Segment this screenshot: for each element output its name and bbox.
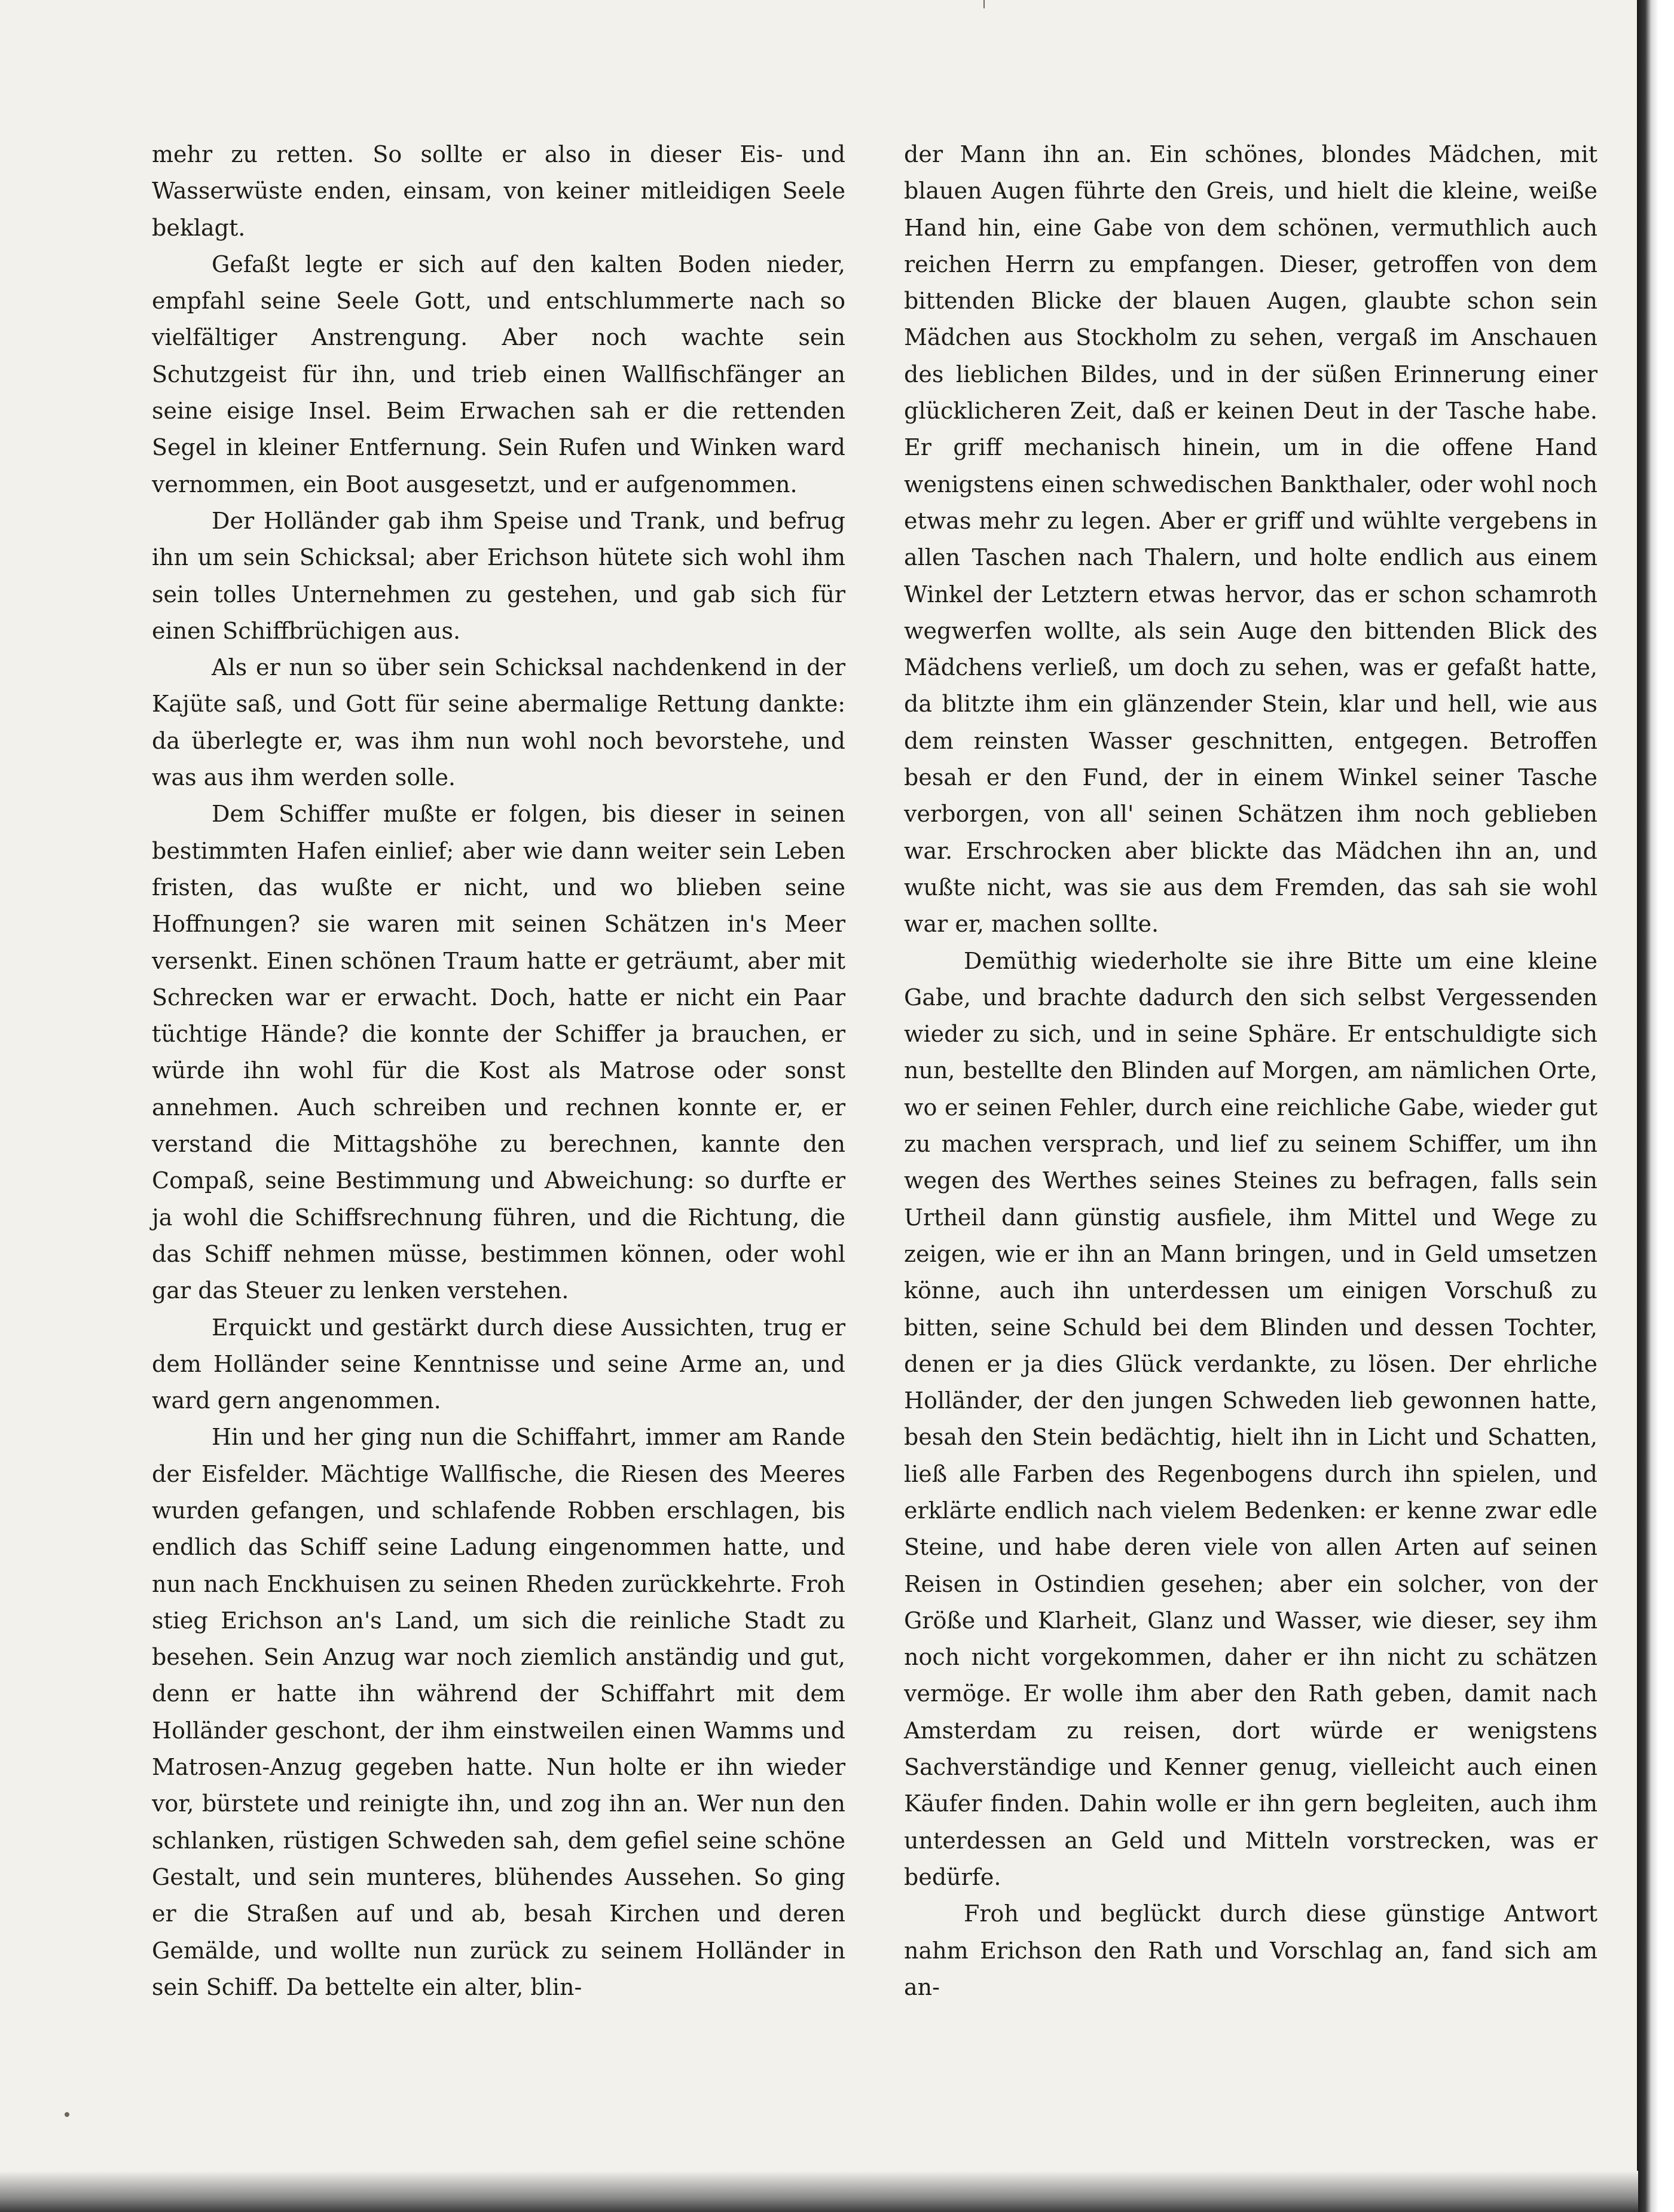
page-edge-shadow bbox=[1637, 0, 1674, 2212]
paragraph: Froh und beglückt durch diese günstige Antwort nahm Erichson den Rath und Vorschlag an, fand sich am an- bbox=[904, 1900, 1597, 2000]
left-text-column bbox=[152, 136, 845, 2006]
paragraph: Der Holländer gab ihm Speise und Trank, und befrug ihn um sein Schicksal; aber Erichson hütete sich wohl ihm sein tolles Unternehmen zu gestehen, und gab sich für einen Schiffbrüchigen aus. bbox=[152, 507, 845, 644]
page-bottom-shadow bbox=[0, 2171, 1638, 2212]
paragraph: Erquickt und gestärkt durch diese Aussichten, trug er dem Holländer seine Kenntnisse und seine Arme an, und ward gern angenommen. bbox=[152, 1314, 845, 1414]
paragraph: mehr zu retten. So sollte er also in dieser Eis- und Wasserwüste enden, einsam, von keiner mitleidigen Seele beklagt. bbox=[152, 141, 845, 241]
right-text-column bbox=[904, 136, 1597, 2006]
paragraph: Hin und her ging nun die Schiffahrt, immer am Rande der Eisfelder. Mächtige Wallfische, die Riesen des Meeres wurden gefangen, und schlafende Robben erschlagen, bis endlich das Schiff seine Ladung eingenommen hatte, und nun nach Enckhuisen zu seinen Rheden zurückkehrte. Froh stieg Erichson an's Land, um sich die reinliche Stadt zu besehen. Sein Anzug war noch ziemlich anständig und gut, denn er hatte ihn während der Schiffahrt mit dem Holländer geschont, der ihm einstweilen einen Wamms und Matrosen-Anzug gegeben hatte. Nun holte er ihn wieder vor, bürstete und reinigte ihn, und zog ihn an. Wer nun den schlanken, rüstigen Schweden sah, dem gefiel seine schöne Gestalt, und sein munteres, blühendes Aussehen. So ging er die Straßen auf und ab, besah Kirchen und deren Gemälde, und wollte nun zurück zu seinem Holländer in sein Schiff. Da bettelte ein alter, blin- bbox=[152, 1424, 845, 2000]
scan-mark bbox=[983, 0, 985, 8]
paragraph: Dem Schiffer mußte er folgen, bis dieser in seinen bestimmten Hafen einlief; aber wie dann weiter sein Leben fristen, das wußte er nicht, und wo blieben seine Hoffnungen? sie waren mit seinen Schätzen in's Meer versenkt. Einen schönen Traum hatte er geträumt, aber mit Schrecken war er erwacht. Doch, hatte er nicht ein Paar tüchtige Hände? die konnte der Schiffer ja brauchen, er würde ihn wohl für die Kost als Matrose oder sonst annehmen. Auch schreiben und rechnen konnte er, er verstand die Mittagshöhe zu berechnen, kannte den Compaß, seine Bestimmung und Abweichung: so durfte er ja wohl die Schiffsrechnung führen, und die Richtung, die das Schiff nehmen müsse, bestimmen können, oder wohl gar das Steuer zu lenken verstehen. bbox=[152, 801, 845, 1304]
paragraph: Gefaßt legte er sich auf den kalten Boden nieder, empfahl seine Seele Gott, und entschlummerte nach so vielfältiger Anstrengung. Aber noch wachte sein Schutzgeist für ihn, und trieb einen Wallfischfänger an seine eisige Insel. Beim Erwachen sah er die rettenden Segel in kleiner Entfernung. Sein Rufen und Winken ward vernommen, ein Boot ausgesetzt, und er aufgenommen. bbox=[152, 251, 845, 498]
paragraph: Demüthig wiederholte sie ihre Bitte um eine kleine Gabe, und brachte dadurch den sich selbst Vergessenden wieder zu sich, und in seine Sphäre. Er entschuldigte sich nun, bestellte den Blinden auf Morgen, am nämlichen Orte, wo er seinen Fehler, durch eine reichliche Gabe, wieder gut zu machen versprach, und lief zu seinem Schiffer, um ihn wegen des Werthes seines Steines zu befragen, falls sein Urtheil dann günstig ausfiele, ihm Mittel und Wege zu zeigen, wie er ihn an Mann bringen, und in Geld umsetzen könne, auch ihn unterdessen um einigen Vorschuß zu bitten, seine Schuld bei dem Blinden und dessen Tochter, denen er ja dies Glück verdankte, zu lösen. Der ehrliche Holländer, der den jungen Schweden lieb gewonnen hatte, besah den Stein bedächtig, hielt ihn in Licht und Schatten, ließ alle Farben des Regenbogens durch ihn spielen, und erklärte endlich nach vielem Bedenken: er kenne zwar edle Steine, und habe deren viele von allen Arten auf seinen Reisen in Ostindien gesehen; aber ein solcher, von der Größe und Klarheit, Glanz und Wasser, wie dieser, sey ihm noch nicht vorgekommen, daher er ihn nicht zu schätzen vermöge. Er wolle ihm aber den Rath geben, damit nach Amsterdam zu reisen, dort würde er wenigstens Sachverständige und Kenner genug, vielleicht auch einen Käufer finden. Dahin wolle er ihn gern begleiten, auch ihm unterdessen an Geld und Mitteln vorstrecken, was er bedürfe. bbox=[904, 947, 1597, 1890]
scan-speck bbox=[65, 2112, 69, 2117]
paragraph: der Mann ihn an. Ein schönes, blondes Mädchen, mit blauen Augen führte den Greis, und hielt die kleine, weiße Hand hin, eine Gabe von dem schönen, vermuthlich auch reichen Herrn zu empfangen. Dieser, getroffen von dem bittenden Blicke der blauen Augen, glaubte schon sein Mädchen aus Stockholm zu sehen, vergaß im Anschauen des lieblichen Bildes, und in der süßen Erinnerung einer glücklicheren Zeit, daß er keinen Deut in der Tasche habe. Er griff mechanisch hinein, um in die offene Hand wenigstens einen schwedischen Bankthaler, oder wohl noch etwas mehr zu legen. Aber er griff und wühlte vergebens in allen Taschen nach Thalern, und holte endlich aus einem Winkel der Letztern etwas hervor, das er schon schamroth wegwerfen wollte, als sein Auge den bittenden Blick des Mädchens verließ, um doch zu sehen, was er gefaßt hatte, da blitzte ihm ein glänzender Stein, klar und hell, wie aus dem reinsten Wasser geschnitten, entgegen. Betroffen besah er den Fund, der in einem Winkel seiner Tasche verborgen, von all' seinen Schätzen ihm noch geblieben war. Erschrocken aber blickte das Mädchen ihn an, und wußte nicht, was sie aus dem Fremden, das sah sie wohl war er, machen sollte. bbox=[904, 141, 1597, 938]
paragraph: Als er nun so über sein Schicksal nachdenkend in der Kajüte saß, und Gott für seine abermalige Rettung dankte: da überlegte er, was ihm nun wohl noch bevorstehe, und was aus ihm werden solle. bbox=[152, 654, 845, 791]
